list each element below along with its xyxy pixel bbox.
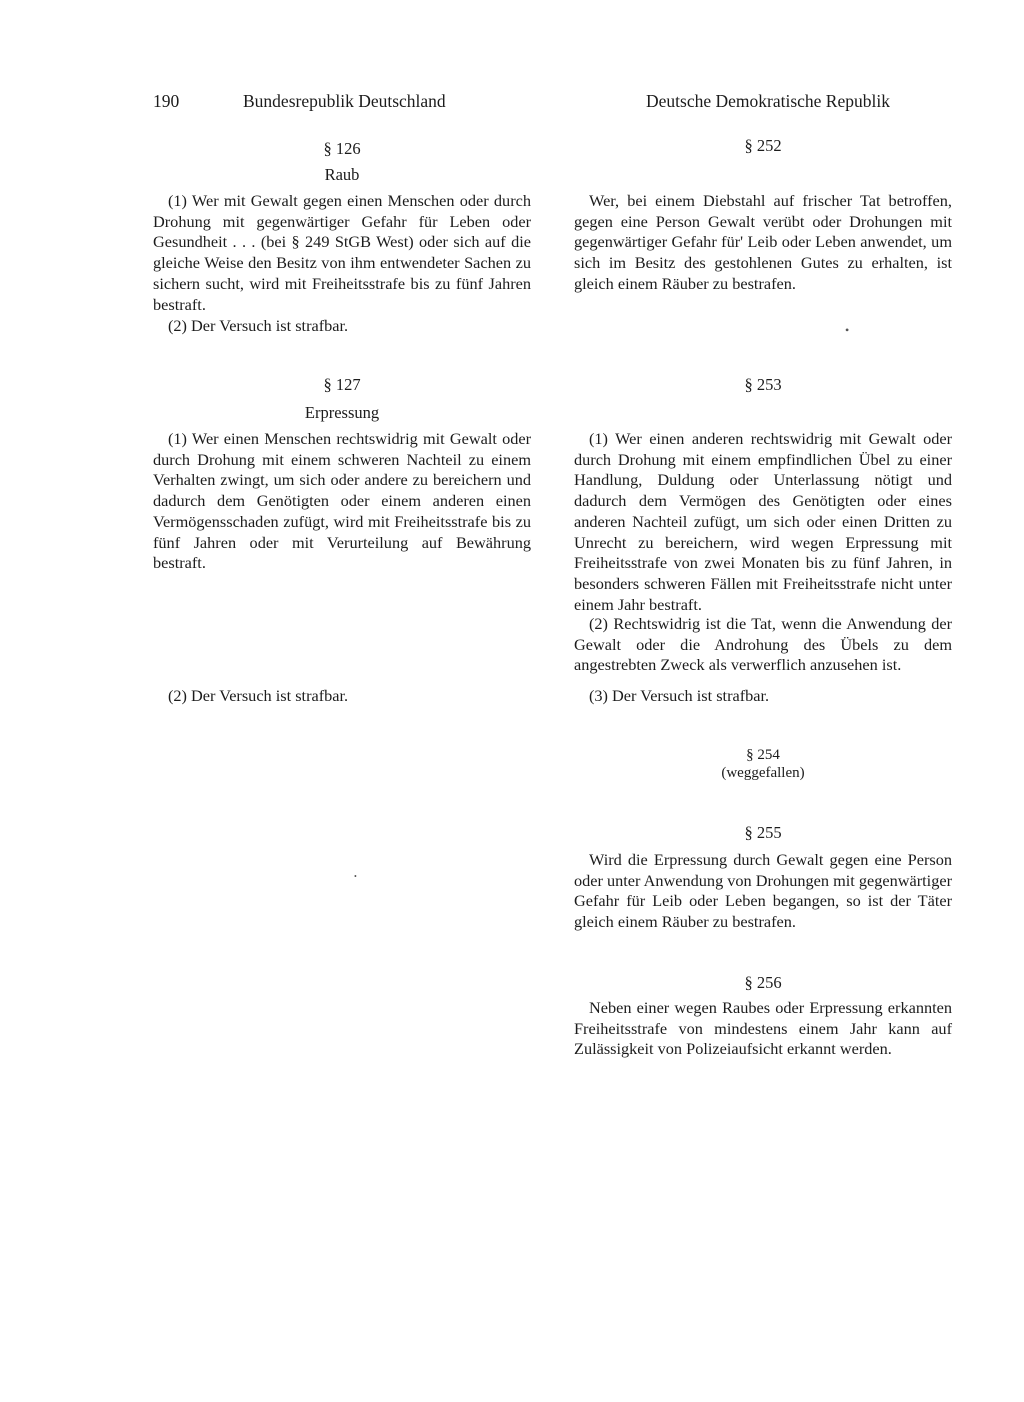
- section-252-heading: § 252: [744, 136, 782, 155]
- section-253-paragraph-1: (1) Wer einen anderen rechtswidrig mit Gewalt oder durch Drohung mit einem empfindlichen Übel zu einer Handlung, Duldung oder Unterlassung nötigt und dadurch dem Vermögen des Genötigten oder eines anderen Nachteil zufügt, um sich oder einen Dritten zu Unrecht zu bereichern, wird wegen Erpressung mit Freiheitsstrafe von zwei Monaten bis zu fünf Jahren, in besonders schweren Fällen mit Freiheitsstrafe nicht unter einem Jahr bestraft.: [574, 429, 952, 614]
- section-126-paragraph-1: (1) Wer mit Gewalt gegen einen Menschen oder durch Drohung mit gegenwärtiger Gefahr für Leben oder Gesundheit . . . (bei § 249 StGB West) oder sich auf die gleiche Weise den Besitz von ihm entwendeter Sachen zu sichern sucht, wird mit Freiheitsstrafe bis zu fünf Jahren bestraft.: [153, 191, 531, 314]
- section-127-paragraph-1: (1) Wer einen Menschen rechtswidrig mit Gewalt oder durch Drohung mit einem schweren Nachteil zu einem Verhalten zwingt, um sich oder andere zu bereichern und dadurch dem Genötigten oder einem anderen einen Vermögensschaden zufügt, wird mit Freiheitsstrafe bis zu fünf Jahren oder mit Verurteilung auf Bewährung bestraft.: [153, 429, 531, 573]
- print-speck: •: [845, 323, 850, 337]
- section-126-paragraph-2: (2) Der Versuch ist strafbar.: [168, 316, 349, 335]
- section-126-title: Raub: [324, 165, 360, 184]
- section-127-paragraph-2: (2) Der Versuch ist strafbar.: [168, 686, 349, 705]
- header-right-title: Deutsche Demokratische Republik: [646, 91, 890, 111]
- header-left-title: Bundesrepublik Deutschland: [243, 91, 446, 111]
- section-127-title: Erpressung: [304, 403, 380, 422]
- section-254-heading: § 254: [746, 747, 780, 763]
- section-127-heading: § 127: [323, 375, 361, 394]
- section-126-heading: § 126: [323, 139, 361, 158]
- page-number: 190: [153, 91, 180, 111]
- section-253-paragraph-3: (3) Der Versuch ist strafbar.: [589, 686, 770, 705]
- print-speck: •: [354, 872, 357, 881]
- section-255-paragraph-1: Wird die Erpressung durch Gewalt gegen eine Person oder unter Anwendung von Drohungen mit gegenwärtiger Gefahr für Leib oder Leben begangen, so ist der Täter gleich einem Räuber zu bestrafen.: [574, 850, 952, 932]
- section-254-title: (weggefallen): [721, 765, 805, 781]
- section-256-paragraph-1: Neben einer wegen Raubes oder Erpressung erkannten Freiheitsstrafe von mindestens einem Jahr kann auf Zulässigkeit von Polizeiaufsicht erkannt werden.: [574, 998, 952, 1059]
- section-255-heading: § 255: [744, 823, 782, 842]
- section-256-heading: § 256: [744, 973, 782, 992]
- section-253-paragraph-2: (2) Rechtswidrig ist die Tat, wenn die Anwendung der Gewalt oder die Androhung des Übels zu dem angestrebten Zweck als verwerflich anzusehen ist.: [574, 614, 952, 675]
- section-253-heading: § 253: [744, 375, 782, 394]
- section-252-paragraph-1: Wer, bei einem Diebstahl auf frischer Tat betroffen, gegen eine Person Gewalt verübt oder Drohungen mit gegenwärtiger Gefahr für' Leib oder Leben anwendet, um sich im Besitz des gestohlenen Gutes zu erhalten, ist gleich einem Räuber zu bestrafen.: [574, 191, 952, 293]
